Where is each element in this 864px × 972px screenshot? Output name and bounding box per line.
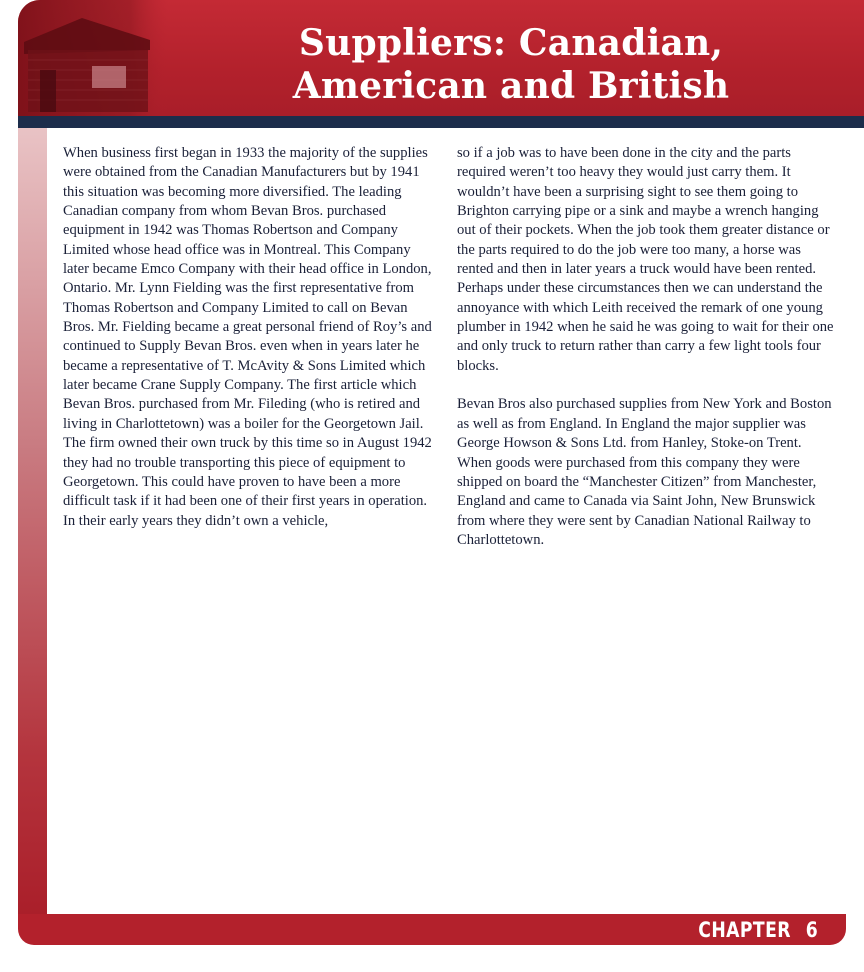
- left-margin-bar: [18, 128, 47, 914]
- header-divider: [18, 116, 864, 128]
- title-line-1: Suppliers: Canadian,: [298, 22, 724, 64]
- paragraph: Bevan Bros also purchased supplies from New York and Boston as well as from England. In England the major supplier was George Howson & Sons Ltd. from Hanley, Stoke-on Trent. When goods were purchased from this company they were shipped on board the “Manchester Citizen” from Manchester, England and came to Canada via Saint John, New Brunswick from where they were sent by Canadian National Railway to Charlottetown.: [457, 396, 832, 548]
- header-banner: [18, 0, 864, 116]
- paragraph: When business first began in 1933 the majority of the supplies were obtained from the Canadian Manufacturers but by 1941 this situation was becoming more diversified. The leading Canadian company from whom Bevan Bros. purchased equipment in 1942 was Thomas Robertson and Company Limited whose head office was in Montreal. This Company later became Emco Company with their head office in London, Ontario. Mr. Lynn Fielding was the first representative from Thomas Robertson and Company Limited to call on Bevan Bros. Mr. Fielding became a great personal friend of Roy’s and continued to Supply Bevan Bros. even when in years later he became a representative of T. McAvity & Sons Limited which later became Crane Supply Company. The first article which Bevan Bros. purchased from Mr. Fileding (who is retired and living in Charlottetown) was a boiler for the Georgetown Jail. The firm owned their own truck by this time so in August 1942 they had no trouble transporting this piece of equipment to Georgetown. This could have proven to have been a more difficult task if it had been one of their first years in operation. In their early years they didn’t own a vehicle,: [63, 145, 432, 529]
- paragraph: so if a job was to have been done in the city and the parts required weren’t too heavy they would just carry them. It wouldn’t have been a surprising sight to see them going to Brighton carrying pipe or a sink and maybe a wrench hanging out of their pockets. When the job took them greater distance or the parts required to do the job were too many, a horse was rented and then in later years a truck would have been rented. Perhaps under these circumstances then we can understand the annoyance with which Leith received the remark of one young plumber in 1942 when he said he was going to wait for their one and only truck to return rather than carry a few light tools four blocks.: [457, 145, 834, 374]
- chapter-label: [698, 914, 818, 945]
- left-column: [63, 144, 439, 531]
- page-title: [158, 22, 864, 108]
- building-photo: [18, 0, 168, 116]
- chapter-number: 6: [805, 918, 818, 942]
- right-column: [457, 144, 837, 550]
- title-line-2: American and British: [292, 65, 730, 107]
- chapter-word: CHAPTER: [698, 918, 791, 942]
